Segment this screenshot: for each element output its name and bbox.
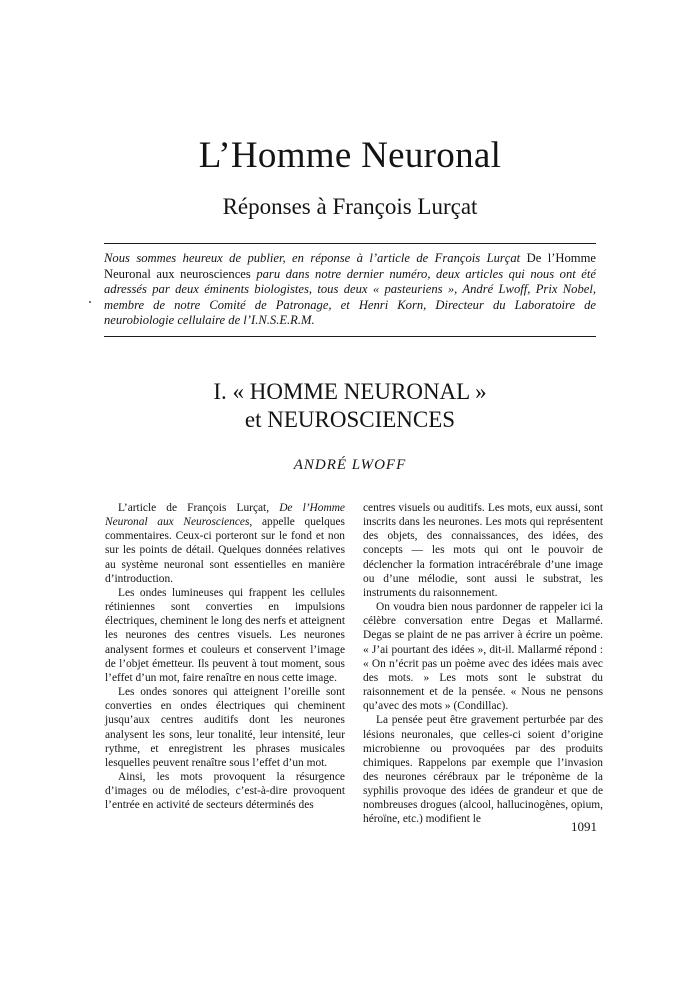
- editorial-note: [104, 251, 596, 329]
- section-title-line-1: I. « HOMME NEURONAL »: [213, 379, 487, 404]
- section-title: [0, 378, 700, 434]
- margin-mark: [89, 301, 91, 303]
- article-title: L’Homme Neuronal: [198, 135, 502, 176]
- abstract-top-rule: [104, 243, 596, 244]
- left-column: [105, 501, 345, 812]
- paragraph-1-lead: L’article de François Lurçat,: [118, 502, 280, 514]
- paragraph-1-rest: appelle quelques commentaires. Ceux-ci porteront sur le fond et non sur les points de détail. Quelques données relatives au système neuronal sont essentielles en manière d’introduction.: [105, 516, 345, 585]
- paragraph-5: On voudra bien nous pardonner de rappeler ici la célèbre conversation entre Degas et Mallarmé. Degas se plaint de ne pas arriver à écrire un poème. « J’ai pourtant des idées », dit-il. Mallarmé répond : « On n’écrit pas un poème avec des idées mais avec des mots. » Les mots sont le substrat du raisonnement et de la pensée. « Nous ne pensons qu’avec des mots » (Condillac).: [363, 601, 603, 713]
- paragraph-1-cited-title: De l’Homme Neuronal aux Neurosciences,: [105, 502, 345, 529]
- article-subtitle: Réponses à François Lurçat: [222, 194, 478, 219]
- section-title-line-2: et NEUROSCIENCES: [244, 407, 456, 432]
- paragraph-4-continued: centres visuels ou auditifs. Les mots, eux aussi, sont inscrits dans les neurones. Les mots qui représentent des objets, des connaissances, des idées, des concepts — les mots qui ont le pouvoir de déclencher la formation intracérébrale d’une image ou d’une mélodie, sont aussi le substrat, les instruments du raisonnement.: [363, 502, 603, 599]
- abstract-bottom-rule: [104, 336, 596, 337]
- paragraph-2: Les ondes lumineuses qui frappent les cellules rétiniennes sont converties en impulsions électriques, cheminent le long des nerfs et atteignent les neurones des centres visuels. Les neurones analysent formes et couleurs et conservent l’image de l’objet émetteur. Ils peuvent à tout moment, sous l’effet d’un mot, faire renaître en nous cette image.: [105, 586, 345, 684]
- page-number: 1091: [571, 819, 597, 834]
- paragraph-3: Les ondes sonores qui atteignent l’oreille sont converties en ondes électriques qui cheminent jusqu’aux centres auditifs dont les neurones analysent les sons, leur tonalité, leur intensité, leur rythme, et enregistrent les phrases musicales lesquelles peuvent renaître sous l’effet d’un mot.: [105, 686, 345, 769]
- right-column: [363, 501, 603, 827]
- paragraph-1: [105, 501, 345, 586]
- editorial-note-cited-title: De l’Homme Neuronal aux neurosciences: [104, 251, 596, 281]
- paragraph-6: La pensée peut être gravement perturbée par des lésions neuronales, que celles-ci soient d’origine microbienne ou provoquées par des produits chimiques. Rappelons par exemple que l’invasion des neurones cérébraux par le tréponème de la syphilis provoque des idées de grandeur et que de nombreuses drogues (alcool, hallucinogènes, opium, héroïne, etc.) modifient le: [363, 714, 603, 826]
- author-name: ANDRÉ LWOFF: [293, 457, 407, 473]
- editorial-note-body: paru dans notre dernier numéro, deux articles qui nous ont été adressés par deux éminents biologistes, tous deux « pasteuriens », André Lwoff, Prix Nobel, membre de notre Comité de Patronage, et Henri Korn, Directeur du Laboratoire de neurobiologie cellulaire de l’I.N.S.E.R.M.: [104, 266, 596, 328]
- paragraph-4: Ainsi, les mots provoquent la résurgence d’images ou de mélodies, c’est-à-dire provoquent l’entrée en activité de secteurs déterminés des: [105, 770, 345, 812]
- editorial-note-intro: Nous sommes heureux de publier, en réponse à l’article de François Lurçat: [104, 251, 527, 265]
